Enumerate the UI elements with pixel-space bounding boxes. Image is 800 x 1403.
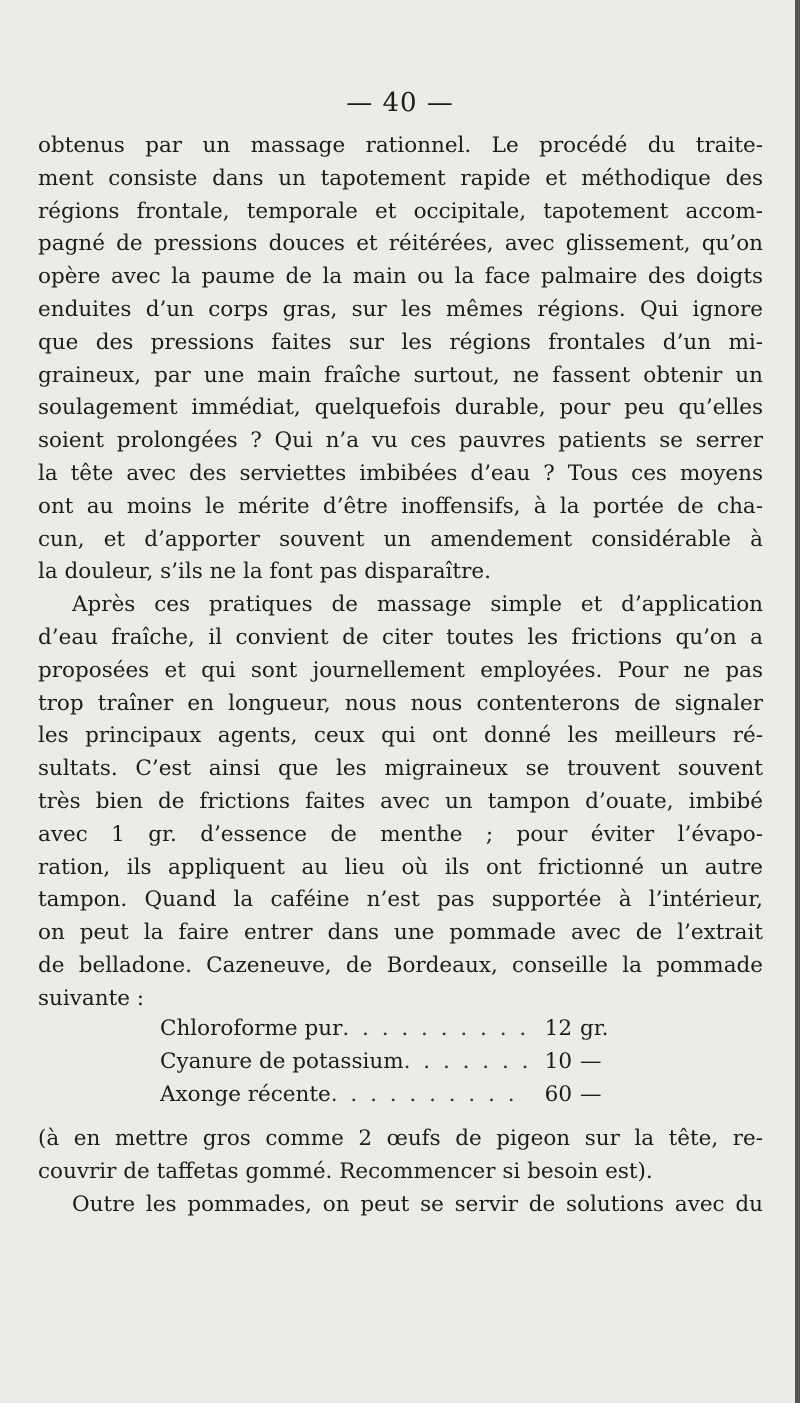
ingredient-unit: — [580, 1081, 602, 1107]
page-number: — 40 — [346, 88, 454, 118]
text-line: tampon. Quand la caféine n’est pas supportée à l’intérieur, [38, 887, 763, 913]
text-line: suivante : [38, 985, 145, 1011]
paragraph-2 [38, 589, 763, 1015]
text-line: que des pressions faites sur les régions frontales d’un mi- [38, 329, 763, 355]
text-line: on peut la faire entrer dans une pommade avec de l’extrait [38, 920, 763, 946]
text-line: couvrir de taffetas gommé. Recommencer si besoin est). [38, 1158, 653, 1184]
text-line: Après ces pratiques de massage simple et d’application [72, 592, 763, 618]
leader-dots [342, 1013, 527, 1046]
ingredient-unit: — [580, 1048, 602, 1074]
text-line: cun, et d’apporter souvent un amendement considérable à [38, 526, 763, 552]
text-line: ration, ils appliquent au lieu où ils ont frictionné un autre [38, 854, 763, 880]
ingredient-quantity: 60 [544, 1081, 572, 1107]
text-line: opère avec la paume de la main ou la face palmaire des doigts [38, 264, 763, 290]
text-line: très bien de frictions faites avec un tampon d’ouate, imbibé [38, 788, 763, 814]
ingredient-name: Chloroforme pur [160, 1016, 343, 1041]
recipe-row [160, 1079, 640, 1112]
ingredient-quantity: 12 [544, 1016, 572, 1041]
text-line: soulagement immédiat, quelquefois durable, pour peu qu’elles [38, 395, 763, 421]
leader-dots [404, 1046, 527, 1079]
text-line: la tête avec des serviettes imbibées d’eau ? Tous ces moyens [38, 460, 763, 486]
ingredient-name: Axonge récente [160, 1081, 331, 1107]
text-line: enduites d’un corps gras, sur les mêmes régions. Qui ignore [38, 296, 763, 322]
text-line: pagné de pressions douces et réitérées, avec glissement, qu’on [38, 231, 763, 257]
text-line: ont au moins le mérite d’être inoffensifs, à la portée de cha- [38, 493, 763, 519]
recipe-row [160, 1013, 640, 1046]
text-line: les principaux agents, ceux qui ont donné les meilleurs ré- [38, 723, 763, 749]
text-line: de belladone. Cazeneuve, de Bordeaux, conseille la pommade [38, 952, 763, 978]
text-line: ment consiste dans un tapotement rapide et méthodique des [38, 165, 763, 191]
body-text [38, 130, 763, 1016]
recipe-row [160, 1046, 640, 1079]
final-paragraph [38, 1189, 763, 1222]
text-line: d’eau fraîche, il convient de citer toutes les frictions qu’on a [38, 624, 763, 650]
text-line: la douleur, s’ils ne la font pas disparaître. [38, 559, 491, 585]
text-line: obtenus par un massage rationnel. Le procédé du traite- [38, 133, 763, 158]
leader-dots [331, 1079, 527, 1112]
recipe-list [160, 1013, 640, 1111]
text-line: proposées et qui sont journellement employées. Pour ne pas [38, 657, 763, 683]
text-line: avec 1 gr. d’essence de menthe ; pour éviter l’évapo- [38, 821, 763, 847]
ingredient-name: Cyanure de potassium [160, 1048, 404, 1074]
text-line: trop traîner en longueur, nous nous contenterons de signaler [38, 690, 763, 716]
text-line: régions frontale, temporale et occipitale, tapotement accom- [38, 198, 763, 224]
text-line: sultats. C’est ainsi que les migraineux se trouvent souvent [38, 756, 763, 782]
text-line: (à en mettre gros comme 2 œufs de pigeon sur la tête, re- [38, 1126, 763, 1151]
text-line: Outre les pommades, on peut se servir de solutions avec du [72, 1192, 763, 1217]
note-paragraph [38, 1123, 763, 1189]
paragraph-1 [38, 130, 763, 589]
text-line: graineux, par une main fraîche surtout, ne fassent obtenir un [38, 362, 763, 388]
text-line: soient prolongées ? Qui n’a vu ces pauvres patients se serrer [38, 428, 763, 454]
ingredient-unit: gr. [580, 1016, 609, 1041]
ingredient-quantity: 10 [544, 1048, 572, 1074]
